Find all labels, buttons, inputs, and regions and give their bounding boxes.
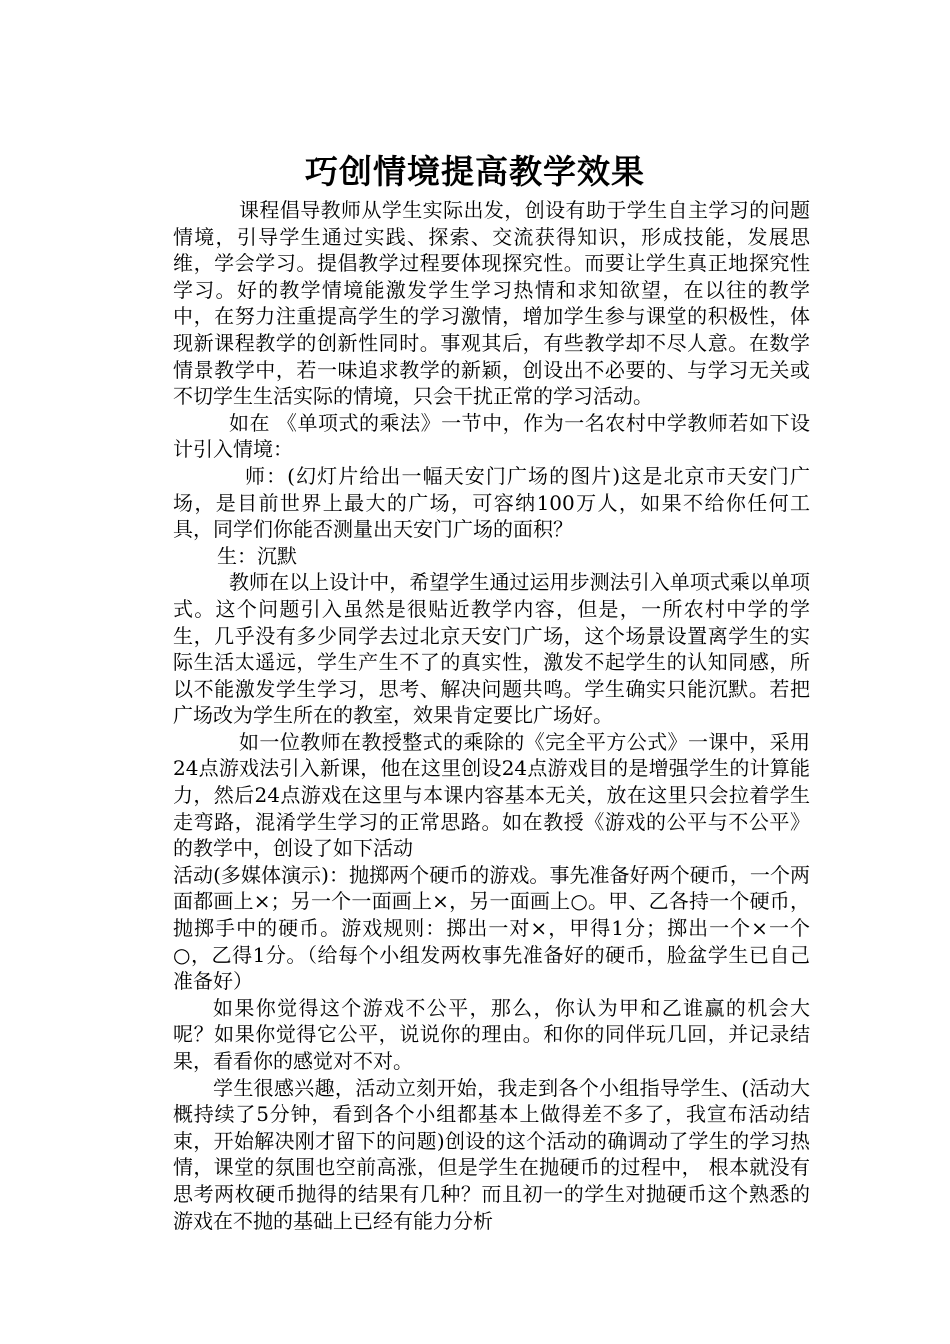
paragraph-reflection: 学生很感兴趣，活动立刻开始，我走到各个小组指导学生、(活动大概持续了5分钟，看到各个小组都基本上做得差不多了，我宣布活动结束，开始解决刚才留下的问题)创设的这个活动的确调动了学生的学习热情，课堂的氛围也空前高涨，但是学生在抛硬币的过程中， 根本就没有思考两枚硬币抛得的结果有几种？而且初一的学生对抛硬币这个熟悉的游戏在不抛的基础上已经有能力分析 — [173, 1075, 810, 1233]
document-body — [173, 197, 810, 1234]
paragraph-analysis: 教师在以上设计中，希望学生通过运用步测法引入单项式乘以单项式。这个问题引入虽然是很贴近教学内容，但是，一所农村中学的学生，几乎没有多少同学去过北京天安门广场，这个场景设置离学生的实际生活太遥远，学生产生不了的真实性，激发不起学生的认知同感，所以不能激发学生学习，思考、解决问题共鸣。学生确实只能沉默。若把广场改为学生所在的教室，效果肯定要比广场好。 — [173, 570, 810, 728]
paragraph-activity: 活动(多媒体演示)：抛掷两个硬币的游戏。事先准备好两个硬币，一个两面都画上×；另一个一面画上×，另一面画上○。甲、乙各持一个硬币，抛掷手中的硬币。游戏规则：掷出一对×，甲得1分；掷出一个×一个○，乙得1分。（给每个小组发两枚事先准备好的硬币，脸盆学生已自己准备好） — [173, 862, 810, 994]
paragraph-student-line: 生：沉默 — [217, 543, 297, 568]
paragraph-intro: 课程倡导教师从学生实际出发，创设有助于学生自主学习的问题情境，引导学生通过实践、探索、交流获得知识，形成技能，发展思维，学会学习。提倡教学过程要体现探究性。而要让学生真正地探究性学习。好的教学情境能激发学生学习热情和求知欲望，在以往的教学中，在努力注重提高学生的学习激情，增加学生参与课堂的积极性，体现新课程教学的创新性同时。事观其后，有些教学却不尽人意。在数学情景教学中，若一味追求教学的新颖，创设出不必要的、与学习无关或不切学生生活实际的情境，只会干扰正常的学习活动。 — [173, 198, 810, 409]
paragraph-teacher-line: 师：(幻灯片给出一幅天安门广场的图片)这是北京市天安门广场，是目前世界上最大的广场，可容纳100万人，如果不给你任何工具，同学们你能否测量出天安门广场的面积？ — [173, 463, 810, 542]
paragraph-fairness-question: 如果你觉得这个游戏不公平，那么，你认为甲和乙谁赢的机会大呢？如果你觉得它公平，说说你的理由。和你的同伴玩几回，并记录结果，看看你的感觉对不对。 — [173, 995, 810, 1073]
document-title: 巧创情境提高教学效果 — [305, 152, 645, 192]
paragraph-second-example: 如一位教师在教授整式的乘除的《完全平方公式》一课中，采用24点游戏法引入新课，他在这里创设24点游戏目的是增强学生的计算能力，然后24点游戏在这里与本课内容基本无关，放在这里只会拉着学生走弯路，混淆学生学习的正常思路。如在教授《游戏的公平与不公平》的教学中，创设了如下活动 — [173, 729, 810, 861]
paragraph-example-intro: 如在 《单项式的乘法》一节中，作为一名农村中学教师若如下设计引入情境： — [173, 410, 810, 462]
